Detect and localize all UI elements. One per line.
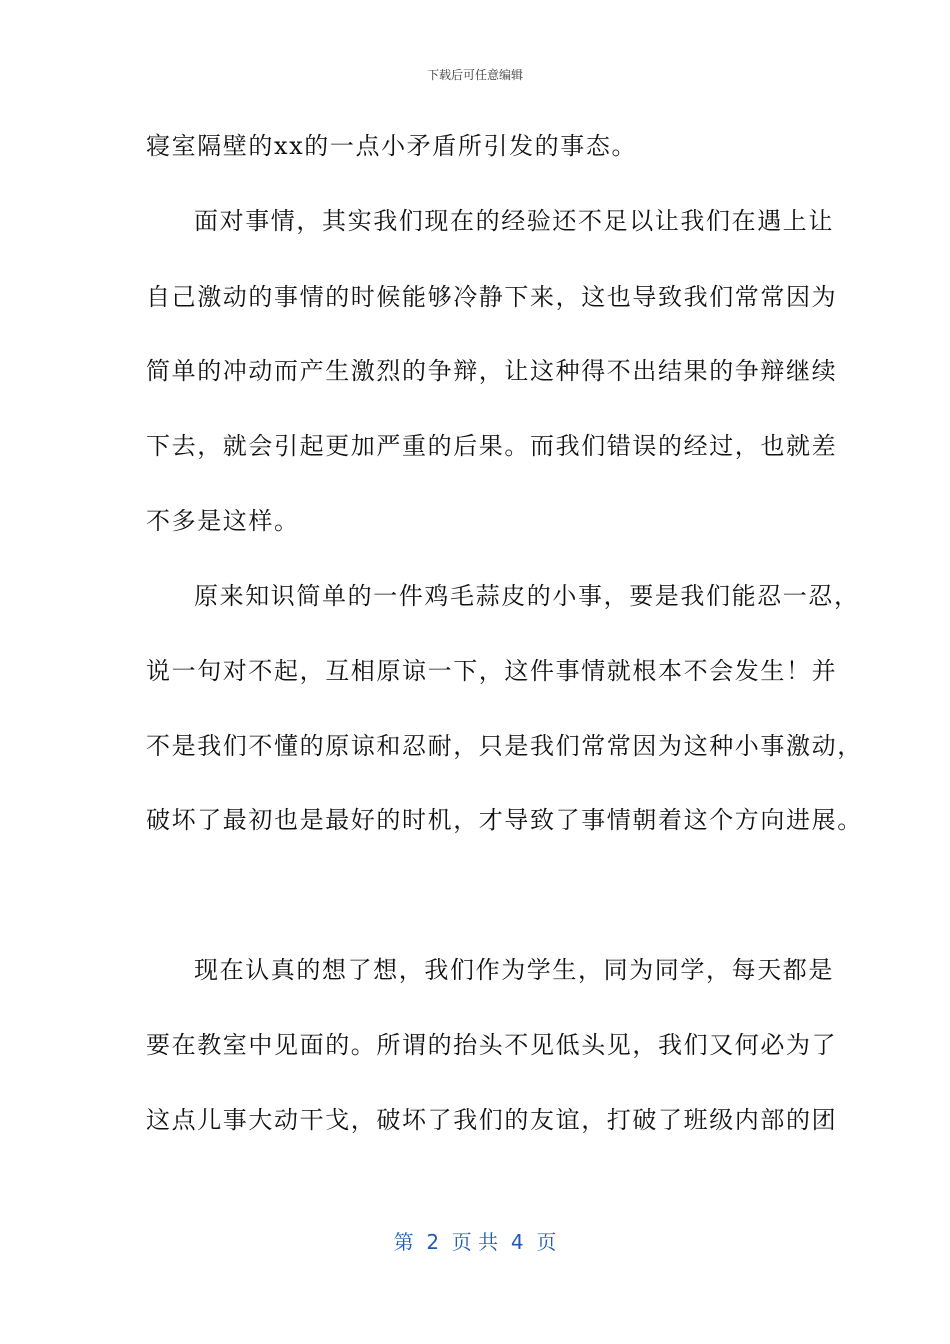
paragraph-start-line: 面对事情，其实我们现在的经验还不足以让我们在遇上让	[194, 207, 834, 235]
page-number: 第 2 页 共 4 页	[393, 1230, 557, 1254]
paragraph-start-line: 原来知识简单的一件鸡毛蒜皮的小事，要是我们能忍一忍，	[194, 582, 860, 610]
body-line: 说一句对不起，互相原谅一下，这件事情就根本不会发生！并	[146, 657, 838, 685]
body-line: 要在教室中见面的。所谓的抬头不见低头见，我们又何必为了	[146, 1031, 838, 1059]
body-line: 不是我们不懂的原谅和忍耐，只是我们常常因为这种小事激动，	[146, 732, 863, 760]
body-line: 寝室隔壁的xx的一点小矛盾所引发的事态。	[146, 132, 638, 160]
body-line: 不多是这样。	[146, 507, 300, 535]
body-line: 简单的冲动而产生激烈的争辩，让这种得不出结果的争辩继续	[146, 357, 838, 385]
body-line: 这点儿事大动干戈，破坏了我们的友谊，打破了班级内部的团	[146, 1106, 838, 1134]
body-line: 破坏了最初也是最好的时机，才导致了事情朝着这个方向进展。	[146, 806, 863, 834]
body-line: 下去，就会引起更加严重的后果。而我们错误的经过，也就差	[146, 432, 838, 460]
body-line: 自己激动的事情的时候能够冷静下来，这也导致我们常常因为	[146, 283, 838, 311]
page-header: 下载后可任意编辑	[426, 68, 523, 82]
paragraph-start-line: 现在认真的想了想，我们作为学生，同为同学，每天都是	[194, 956, 834, 984]
